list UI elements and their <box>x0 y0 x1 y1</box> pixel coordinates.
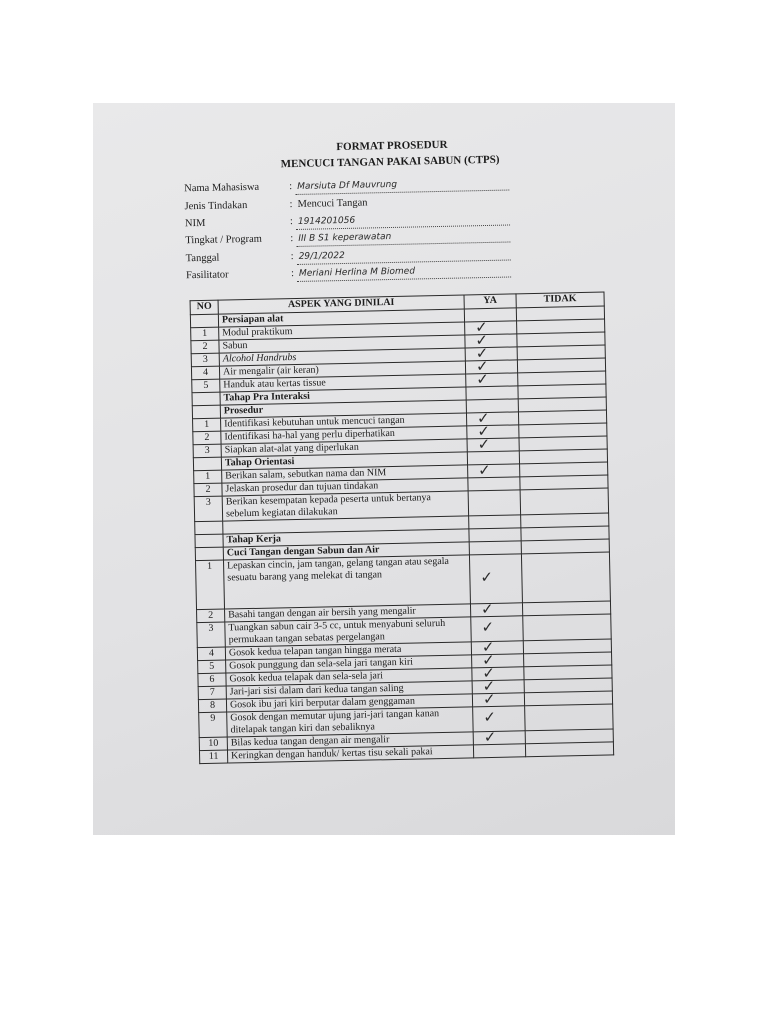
ya-cell <box>471 637 523 657</box>
field-value: Mencuci Tangan <box>297 197 368 210</box>
row-number: 6 <box>198 673 226 687</box>
aspect-text: Berikan kesempatan kepada peserta untuk bertanya sebelum kegiatan dilakukan <box>222 491 468 521</box>
ya-cell <box>472 689 524 709</box>
aspect-text: Air mengalir (air keran) <box>219 361 465 379</box>
header-tidak: TIDAK <box>516 292 604 308</box>
row-number: 3 <box>193 444 221 458</box>
ya-cell <box>465 356 517 376</box>
table-row <box>196 552 611 610</box>
row-number <box>192 392 220 406</box>
ya-cell <box>471 616 524 642</box>
check-icon: ✓ <box>477 421 491 441</box>
row-number <box>193 457 221 471</box>
check-icon: ✓ <box>475 356 489 376</box>
ya-cell <box>469 541 521 555</box>
assessment-table <box>190 292 615 765</box>
document-title: FORMAT PROSEDUR <box>336 138 448 154</box>
check-icon: ✓ <box>475 330 489 350</box>
check-icon: ✓ <box>481 650 495 670</box>
section-title: Prosedur <box>220 400 466 418</box>
section-title: Tahap Pra Interaksi <box>220 387 466 405</box>
aspect-text: Jari-jari sisi dalam dari kedua tangan saling <box>226 681 472 699</box>
ya-cell <box>472 663 524 683</box>
ya-cell <box>468 490 521 516</box>
field-label: Fasilitator <box>185 269 229 282</box>
check-icon: ✓ <box>476 408 490 428</box>
row-number: 8 <box>198 699 226 713</box>
row-number: 1 <box>191 327 219 341</box>
field-value: 29/1/2022 <box>298 250 345 262</box>
check-icon: ✓ <box>481 637 495 657</box>
aspect-text: Jelaskan prosedur dan tujuan tindakan <box>222 478 468 496</box>
aspect-text: Gosok kedua telapak dan sela-sela jari <box>226 668 472 686</box>
aspect-text: Gosok ibu jari kiri berputar dalam genggaman <box>226 694 472 712</box>
row-number: 11 <box>199 750 227 764</box>
row-number: 2 <box>191 340 219 354</box>
section-title: Tahap Orientasi <box>221 452 467 470</box>
table-body <box>190 306 613 764</box>
aspect-text: Alcohol Handrubs <box>219 348 465 366</box>
field-label: Tingkat / Program <box>185 233 263 247</box>
row-number: 1 <box>193 418 221 432</box>
header-no: NO <box>190 300 218 315</box>
ya-cell <box>467 421 519 441</box>
row-number: 9 <box>199 712 228 738</box>
ya-cell <box>466 399 518 413</box>
row-number: 5 <box>198 660 226 674</box>
section-title: Cuci Tangan dengan Sabun dan Air <box>223 542 469 560</box>
aspect-text: Keringkan dengan handuk/ kertas tisu sekali pakai <box>227 745 473 763</box>
ya-cell <box>472 676 524 696</box>
ya-cell <box>469 554 522 604</box>
check-icon: ✓ <box>482 689 496 709</box>
row-number: 5 <box>192 379 220 393</box>
aspect-text: Identifikasi kebutuhan untuk mencuci tangan <box>221 413 467 431</box>
aspect-text: Tuangkan sabun cair 3-5 cc, untuk menyabuni seluruh permukaan tangan sebatas pergelangan <box>225 617 471 647</box>
ya-cell <box>473 727 525 747</box>
aspect-text: Handuk atau kertas tissue <box>220 374 466 392</box>
check-icon: ✓ <box>482 676 496 696</box>
tidak-cell <box>521 552 610 603</box>
section-title: Tahap Kerja <box>223 529 469 547</box>
check-icon: ✓ <box>481 617 495 637</box>
section-title: Persiapan alat <box>218 309 464 327</box>
document-photo <box>93 103 675 835</box>
check-icon: ✓ <box>474 317 488 337</box>
check-icon: ✓ <box>482 663 496 683</box>
procedure-sheet <box>93 103 675 835</box>
field-label: NIM <box>184 217 206 230</box>
document-subtitle: MENCUCI TANGAN PAKAI SABUN (CTPS) <box>280 153 500 171</box>
check-icon: ✓ <box>477 434 491 454</box>
field-colon: : <box>290 233 294 245</box>
row-number <box>190 314 218 328</box>
row-number: 1 <box>194 470 222 484</box>
check-icon: ✓ <box>480 567 494 587</box>
check-icon: ✓ <box>483 727 497 747</box>
field-colon: : <box>289 181 293 193</box>
ya-cell <box>466 386 518 400</box>
row-number: 2 <box>193 431 221 445</box>
field-value: Marsiuta Df Mauvrung <box>297 179 398 192</box>
ya-cell <box>466 408 518 428</box>
aspect-text: Gosok dengan memutar ujung jari-jari tangan kanan ditelapak tangan kiri dan sebaliknya <box>227 707 473 737</box>
field-colon: : <box>289 199 293 211</box>
field-label: Tanggal <box>185 252 220 265</box>
check-icon: ✓ <box>483 707 497 727</box>
row-number: 1 <box>196 560 225 610</box>
aspect-text: Identifikasi ha-hal yang perlu diperhatikan <box>221 426 467 444</box>
tidak-cell <box>523 614 612 641</box>
aspect-text: Bilas kedua tangan dengan air mengalir <box>227 732 473 750</box>
row-number: 2 <box>197 609 225 623</box>
ya-cell <box>468 477 520 491</box>
tidak-cell <box>525 742 613 757</box>
field-value: Meriani Herlina M Biomed <box>298 266 416 279</box>
ya-cell <box>467 451 519 465</box>
row-number: 2 <box>194 483 222 497</box>
ya-cell <box>465 330 517 350</box>
field-value: 1914201056 <box>297 215 356 227</box>
ya-cell <box>468 460 520 480</box>
row-number <box>195 534 223 548</box>
ya-cell <box>473 744 525 758</box>
field-colon: : <box>289 216 293 228</box>
check-icon: ✓ <box>476 369 490 389</box>
ya-cell <box>472 650 524 670</box>
row-number: 4 <box>191 366 219 380</box>
ya-cell <box>465 317 517 337</box>
row-number: 3 <box>191 353 219 367</box>
tidak-cell <box>520 488 609 515</box>
row-number: 3 <box>194 496 223 522</box>
aspect-text: Siapkan alat-alat yang diperlukan <box>221 439 467 457</box>
field-colon: : <box>290 268 295 280</box>
ya-cell <box>465 343 517 363</box>
check-icon: ✓ <box>480 599 494 619</box>
ya-cell <box>464 308 516 322</box>
row-number <box>195 547 223 561</box>
aspect-text: Berikan salam, sebutkan nama dan NIM <box>222 465 468 483</box>
ya-cell <box>473 706 526 732</box>
check-icon: ✓ <box>475 343 489 363</box>
field-value: III B S1 keperawatan <box>298 231 392 244</box>
aspect-text: Sabun <box>219 335 465 353</box>
row-number <box>195 521 223 535</box>
ya-cell <box>466 369 518 389</box>
tidak-cell <box>525 704 614 731</box>
aspect-text: Basahi tangan dengan air bersih yang mengalir <box>225 604 471 622</box>
row-number: 3 <box>197 622 226 648</box>
aspect-text: Gosok kedua telapan tangan hingga merata <box>225 642 471 660</box>
aspect-text: Modul praktikum <box>219 322 465 340</box>
aspect-text: Gosok punggung dan sela-sela jari tangan kiri <box>226 655 472 673</box>
row-number: 7 <box>198 686 226 700</box>
ya-cell <box>469 528 521 542</box>
field-colon: : <box>290 251 294 263</box>
field-label: Nama Mahasiswa <box>184 181 260 195</box>
ya-cell <box>469 515 521 529</box>
header-ya: YA <box>464 294 516 309</box>
field-label: Jenis Tindakan <box>184 199 248 213</box>
check-icon: ✓ <box>477 460 491 480</box>
row-number: 10 <box>199 737 227 751</box>
row-number <box>192 405 220 419</box>
aspect-text: Lepaskan cincin, jam tangan, gelang tangan atau segala sesuatu barang yang melekat di tangan <box>223 555 470 609</box>
header-aspek: ASPEK YANG DINILAI <box>218 295 464 314</box>
ya-cell <box>467 434 519 454</box>
ya-cell <box>470 599 522 619</box>
row-number: 4 <box>197 647 225 661</box>
